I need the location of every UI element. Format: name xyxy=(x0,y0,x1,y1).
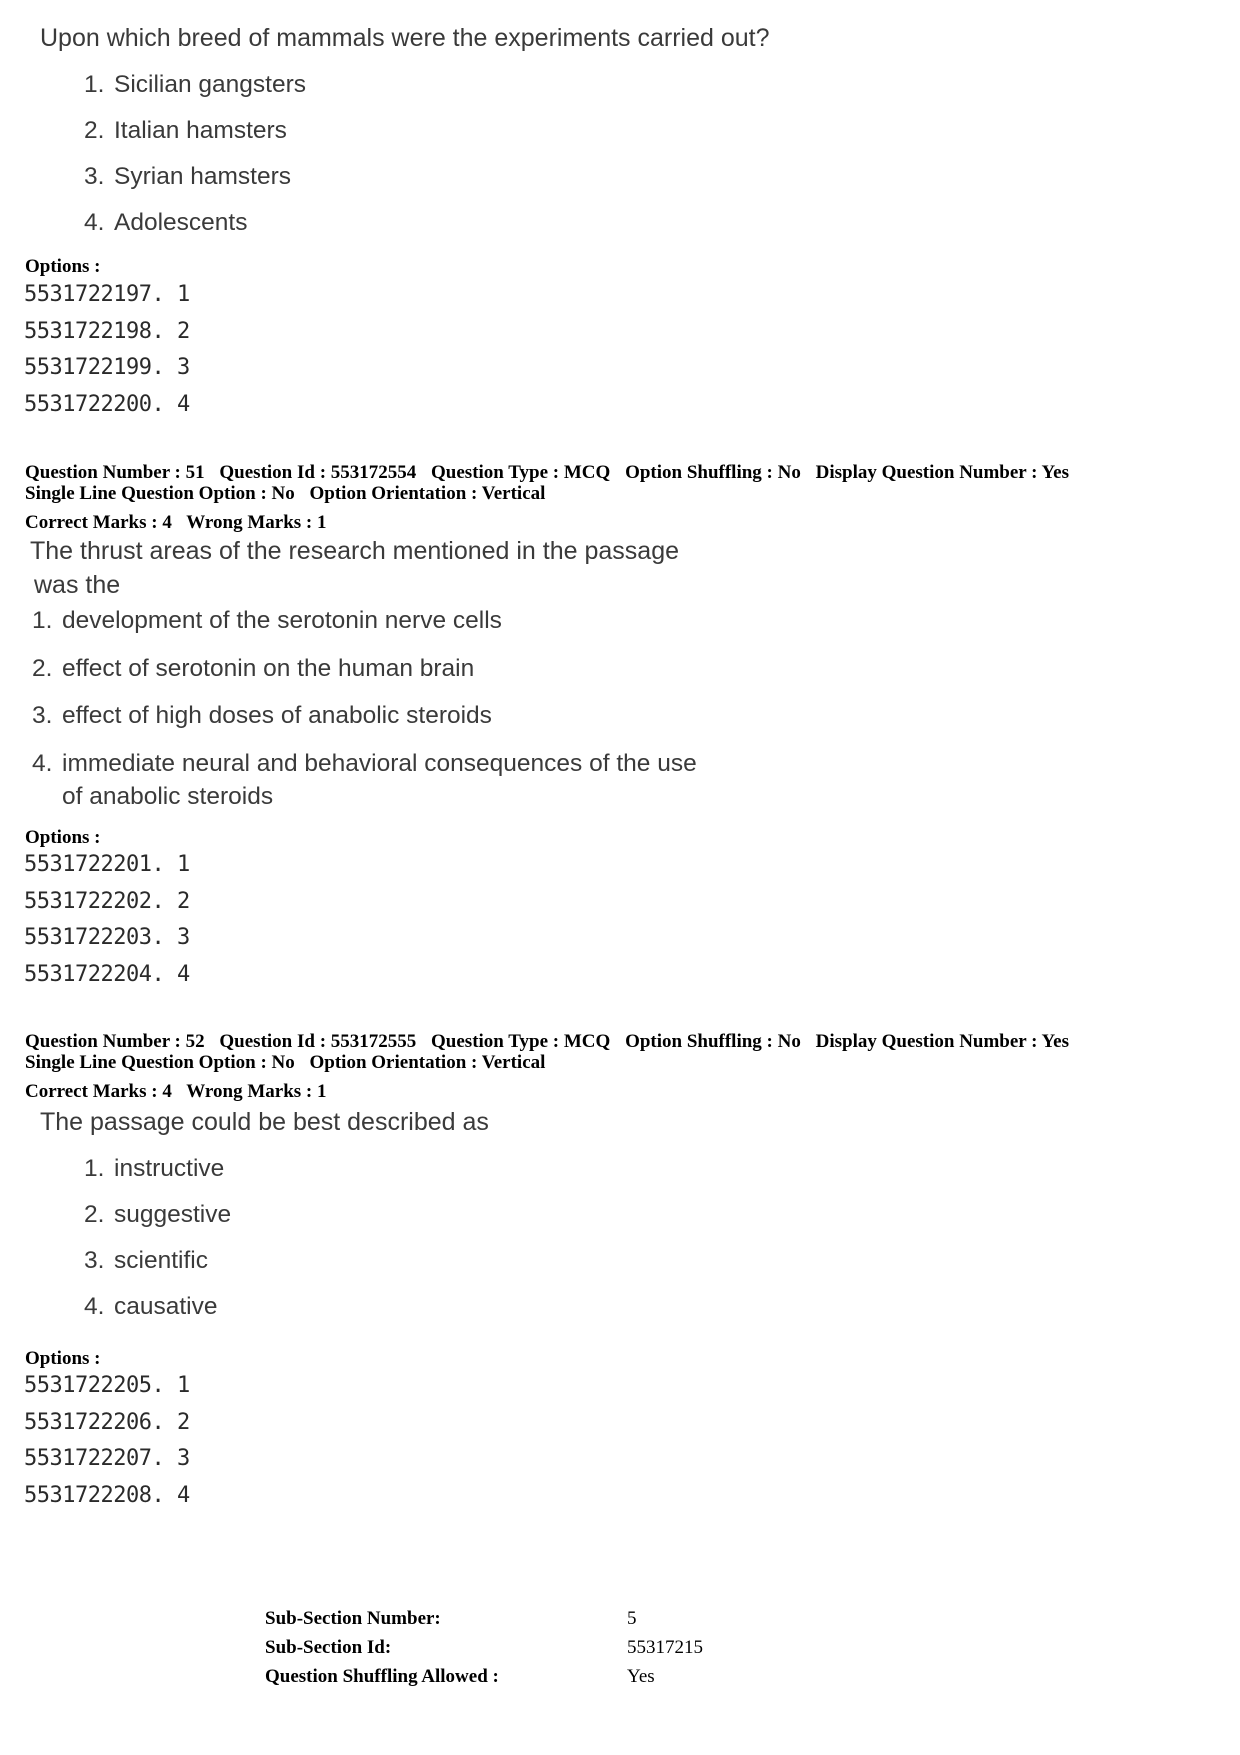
q51-meta-line-2 xyxy=(25,484,545,504)
choice-number: 4. xyxy=(84,1293,105,1320)
choice-number: 1. xyxy=(84,71,105,98)
q51-option-id-4: 5531722204. 4 xyxy=(24,962,190,987)
choice-number: 4. xyxy=(84,209,105,236)
question-shuffling-label: Question Shuffling Allowed : xyxy=(265,1666,499,1687)
choice-text: causative xyxy=(114,1293,218,1320)
q52-meta-line-2 xyxy=(25,1053,545,1073)
question-id: Question Id : 553172555 xyxy=(219,1031,417,1052)
q51-option-id-1: 5531722201. 1 xyxy=(24,852,190,877)
question-number: Question Number : 52 xyxy=(25,1031,205,1052)
q52-meta-line-3 xyxy=(25,1082,326,1102)
option-orientation: Option Orientation : Vertical xyxy=(309,483,546,504)
choice-text: Italian hamsters xyxy=(114,117,287,144)
choice-number: 3. xyxy=(84,1247,105,1274)
q50-options-label: Options : xyxy=(25,256,101,277)
question-type: Question Type : MCQ xyxy=(431,462,611,483)
q50-option-id-2: 5531722198. 2 xyxy=(24,319,190,344)
q50-option-id-1: 5531722197. 1 xyxy=(24,282,190,307)
q51-option-id-2: 5531722202. 2 xyxy=(24,889,190,914)
choice-text: effect of high doses of anabolic steroids xyxy=(62,702,492,729)
q52-option-id-3: 5531722207. 3 xyxy=(24,1446,190,1471)
choice-number: 4. xyxy=(32,750,53,777)
sub-section-id-value: 55317215 xyxy=(627,1637,703,1658)
choice-text: Sicilian gangsters xyxy=(114,71,307,98)
choice-text: Adolescents xyxy=(114,209,248,236)
choice-text: scientific xyxy=(114,1247,208,1274)
q50-choice-3 xyxy=(84,163,291,191)
choice-number: 2. xyxy=(84,117,105,144)
q52-option-id-2: 5531722206. 2 xyxy=(24,1410,190,1435)
display-question-number: Display Question Number : Yes xyxy=(815,1031,1069,1052)
q51-choice-2 xyxy=(32,655,474,683)
q51-choice-4-continuation: of anabolic steroids xyxy=(62,783,274,810)
choice-text: suggestive xyxy=(114,1201,232,1228)
q52-choice-3 xyxy=(84,1247,208,1275)
option-shuffling: Option Shuffling : No xyxy=(625,462,801,483)
choice-text: effect of serotonin on the human brain xyxy=(62,655,475,682)
choice-number: 1. xyxy=(84,1155,105,1182)
q51-options-label: Options : xyxy=(25,827,101,848)
single-line-question-option: Single Line Question Option : No xyxy=(25,1052,295,1073)
option-orientation: Option Orientation : Vertical xyxy=(309,1052,546,1073)
choice-number: 2. xyxy=(84,1201,105,1228)
sub-section-number-value: 5 xyxy=(627,1608,637,1629)
question-number: Question Number : 51 xyxy=(25,462,205,483)
choice-text: Syrian hamsters xyxy=(114,163,292,190)
sub-section-number-label: Sub-Section Number: xyxy=(265,1608,441,1629)
q52-question-text: The passage could be best described as xyxy=(40,1108,489,1136)
q51-choice-1 xyxy=(32,607,502,635)
question-shuffling-row xyxy=(0,1666,1240,1690)
correct-marks: Correct Marks : 4 xyxy=(25,512,172,533)
choice-text: instructive xyxy=(114,1155,225,1182)
q51-question-text-line-1: The thrust areas of the research mentioned in the passage xyxy=(30,537,679,565)
q51-meta-line-1 xyxy=(25,463,1069,483)
sub-section-id-row xyxy=(0,1637,1240,1661)
q52-choice-4 xyxy=(84,1293,218,1321)
wrong-marks: Wrong Marks : 1 xyxy=(186,1081,327,1102)
q50-choice-4 xyxy=(84,209,247,237)
choice-number: 2. xyxy=(32,655,53,682)
q50-choice-1 xyxy=(84,71,306,99)
display-question-number: Display Question Number : Yes xyxy=(815,462,1069,483)
q52-option-id-4: 5531722208. 4 xyxy=(24,1483,190,1508)
choice-text: development of the serotonin nerve cells xyxy=(62,607,502,634)
sub-section-id-label: Sub-Section Id: xyxy=(265,1637,392,1658)
q51-option-id-3: 5531722203. 3 xyxy=(24,925,190,950)
option-shuffling: Option Shuffling : No xyxy=(625,1031,801,1052)
question-id: Question Id : 553172554 xyxy=(219,462,417,483)
wrong-marks: Wrong Marks : 1 xyxy=(186,512,327,533)
q52-choice-2 xyxy=(84,1201,231,1229)
single-line-question-option: Single Line Question Option : No xyxy=(25,483,295,504)
q52-choice-1 xyxy=(84,1155,224,1183)
choice-text: immediate neural and behavioral consequences of the use xyxy=(62,750,697,777)
q50-option-id-3: 5531722199. 3 xyxy=(24,355,190,380)
choice-number: 3. xyxy=(84,163,105,190)
q51-meta-line-3 xyxy=(25,513,326,533)
q50-choice-2 xyxy=(84,117,287,145)
correct-marks: Correct Marks : 4 xyxy=(25,1081,172,1102)
q51-choice-3 xyxy=(32,702,492,730)
q50-question-text: Upon which breed of mammals were the experiments carried out? xyxy=(40,24,770,52)
question-type: Question Type : MCQ xyxy=(431,1031,611,1052)
q50-option-id-4: 5531722200. 4 xyxy=(24,392,190,417)
q51-choice-4 xyxy=(32,750,697,778)
question-shuffling-value: Yes xyxy=(627,1666,655,1687)
q52-meta-line-1 xyxy=(25,1032,1069,1052)
q51-question-text-line-2: was the xyxy=(34,571,121,599)
choice-number: 1. xyxy=(32,607,53,634)
sub-section-number-row xyxy=(0,1608,1240,1632)
q52-option-id-1: 5531722205. 1 xyxy=(24,1373,190,1398)
q52-options-label: Options : xyxy=(25,1348,101,1369)
choice-number: 3. xyxy=(32,702,53,729)
